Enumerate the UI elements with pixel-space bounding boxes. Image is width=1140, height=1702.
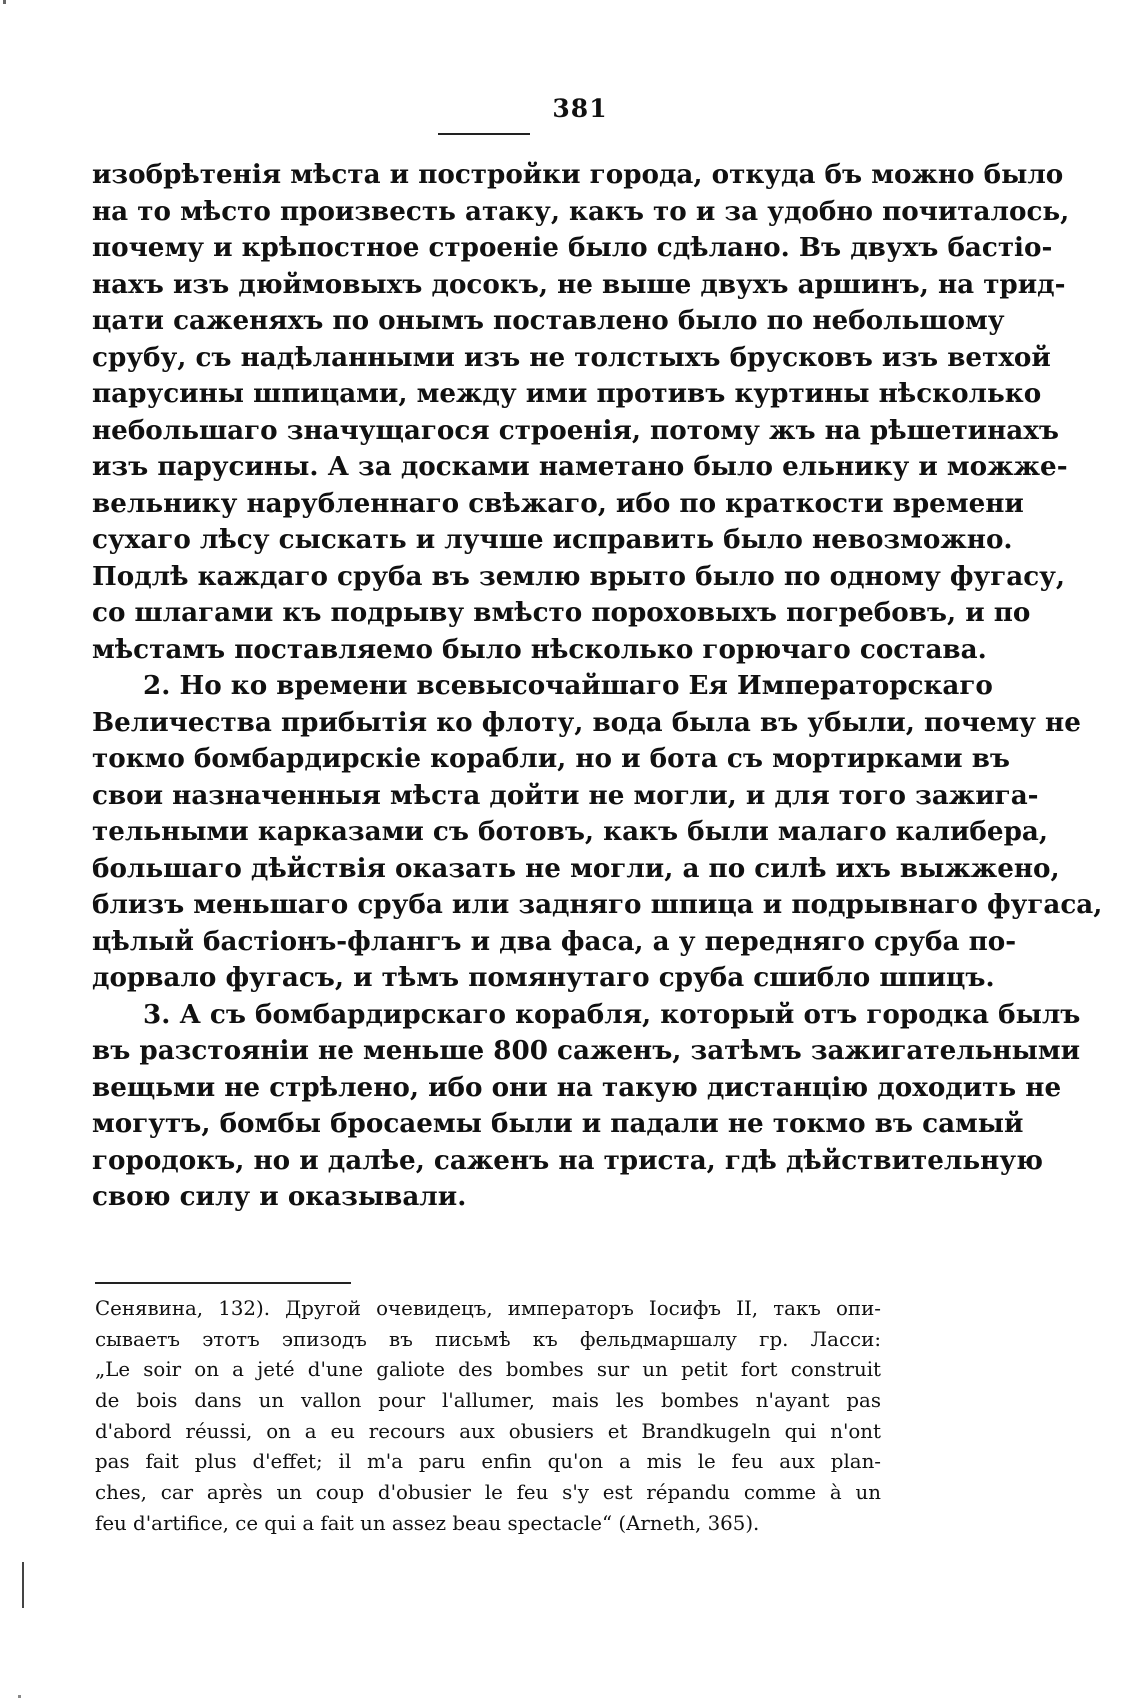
text-line: близъ меньшаго сруба или задняго шпица и подрывнаго фугаса,: [92, 889, 1103, 920]
footnote-line: d'abord réussi, on a eu recours aux obusiers et Brandkugeln qui n'ont: [95, 1419, 881, 1443]
text-line: изобрѣтенія мѣста и постройки города, откуда бъ можно было: [92, 159, 1064, 190]
text-line: парусины шпицами, между ими противъ куртины нѣсколько: [92, 378, 1042, 409]
text-line: на то мѣсто произвесть атаку, какъ то и за удобно почиталось,: [92, 195, 1070, 227]
text-line: тельными карказами съ ботовъ, какъ были малаго калибера,: [92, 816, 1048, 847]
footnote-line: pas fait plus d'effet; il m'a paru enfin qu'on a mis le feu aux plan-: [95, 1450, 881, 1474]
footnote: [95, 1294, 881, 1540]
text-line: Подлѣ каждаго сруба въ землю врыто было по одному фугасу,: [92, 560, 1066, 592]
paragraph-2-start: 2. Но ко времени всевысочайшаго Ея Императорскаго: [143, 670, 993, 701]
text-line: цѣлый бастіонъ-флангъ и два фаса, а у передняго сруба по-: [92, 925, 1017, 957]
text-line: городокъ, но и далѣе, саженъ на триста, гдѣ дѣйствительную: [92, 1144, 1043, 1176]
text-line: въ разстояніи не меньше 800 саженъ, затѣмъ зажигательными: [92, 1035, 1081, 1066]
text-line: нахъ изъ дюймовыхъ досокъ, не выше двухъ аршинъ, на трид-: [92, 268, 1066, 300]
text-line: токмо бомбардирскіе корабли, но и бота съ мортирками въ: [92, 743, 1011, 774]
page-number: 381: [552, 94, 608, 123]
footnote-rule: [95, 1282, 351, 1284]
text-line: дорвало фугасъ, и тѣмъ помянутаго сруба сшибло шпицъ.: [92, 962, 995, 993]
footnote-line: feu d'artifice, ce qui a fait un assez beau spectacle“ (Arneth, 365).: [95, 1511, 760, 1535]
text-line: вещьми не стрѣлено, ибо они на такую дистанцію доходить не: [92, 1071, 1062, 1103]
footnote-line: de bois dans un vallon pour l'allumer, mais les bombes n'ayant pas: [95, 1389, 881, 1413]
text-line: со шлагами къ подрыву вмѣсто пороховыхъ погребовъ, и по: [92, 597, 1031, 628]
footnote-line: сываетъ этотъ эпизодъ въ письмѣ къ фельдмаршалу гр. Ласси:: [95, 1327, 881, 1351]
scan-speck: [3, 0, 6, 4]
scan-speck: [18, 1695, 21, 1698]
text-line: свои назначенныя мѣста дойти не могли, и для того зажига-: [92, 779, 1039, 811]
footnote-line: „Le soir on a jeté d'une galiote des bombes sur un petit fort construit: [95, 1358, 881, 1382]
main-text: [92, 157, 1103, 1216]
header-rule: [438, 133, 530, 135]
text-line: почему и крѣпостное строеніе было сдѣлано. Въ двухъ бастіо-: [92, 232, 1053, 263]
footnote-line: Сенявина, 132). Другой очевидецъ, императоръ Іосифъ II, такъ опи-: [95, 1297, 881, 1320]
text-line: вельнику нарубленнаго свѣжаго, ибо по краткости времени: [92, 487, 1024, 519]
text-line: Величества прибытія ко флоту, вода была въ убыли, почему не: [92, 706, 1081, 738]
text-line: большаго дѣйствія оказать не могли, а по силѣ ихъ выжжено,: [92, 852, 1060, 884]
margin-mark: [22, 1562, 24, 1608]
paragraph-3-start: 3. А съ бомбардирскаго корабля, который отъ городка былъ: [143, 998, 1081, 1030]
text-line: сухаго лѣсу сыскать и лучше исправить было невозможно.: [92, 524, 1013, 555]
footnote-line: ches, car après un coup d'obusier le feu s'y est répandu comme à un: [95, 1481, 881, 1505]
text-line: цати саженяхъ по онымъ поставлено было по небольшому: [92, 305, 1005, 336]
text-line: могутъ, бомбы бросаемы были и падали не токмо въ самый: [92, 1108, 1024, 1139]
text-line: срубу, съ надѣланными изъ не толстыхъ брусковъ изъ ветхой: [92, 341, 1051, 373]
text-line: небольшаго значущагося строенія, потому жъ на рѣшетинахъ: [92, 414, 1059, 446]
text-line: изъ парусины. А за досками наметано было ельнику и можже-: [92, 451, 1068, 482]
text-line: мѣстамъ поставляемо было нѣсколько горючаго состава.: [92, 633, 987, 665]
text-line: свою силу и оказывали.: [92, 1181, 467, 1212]
